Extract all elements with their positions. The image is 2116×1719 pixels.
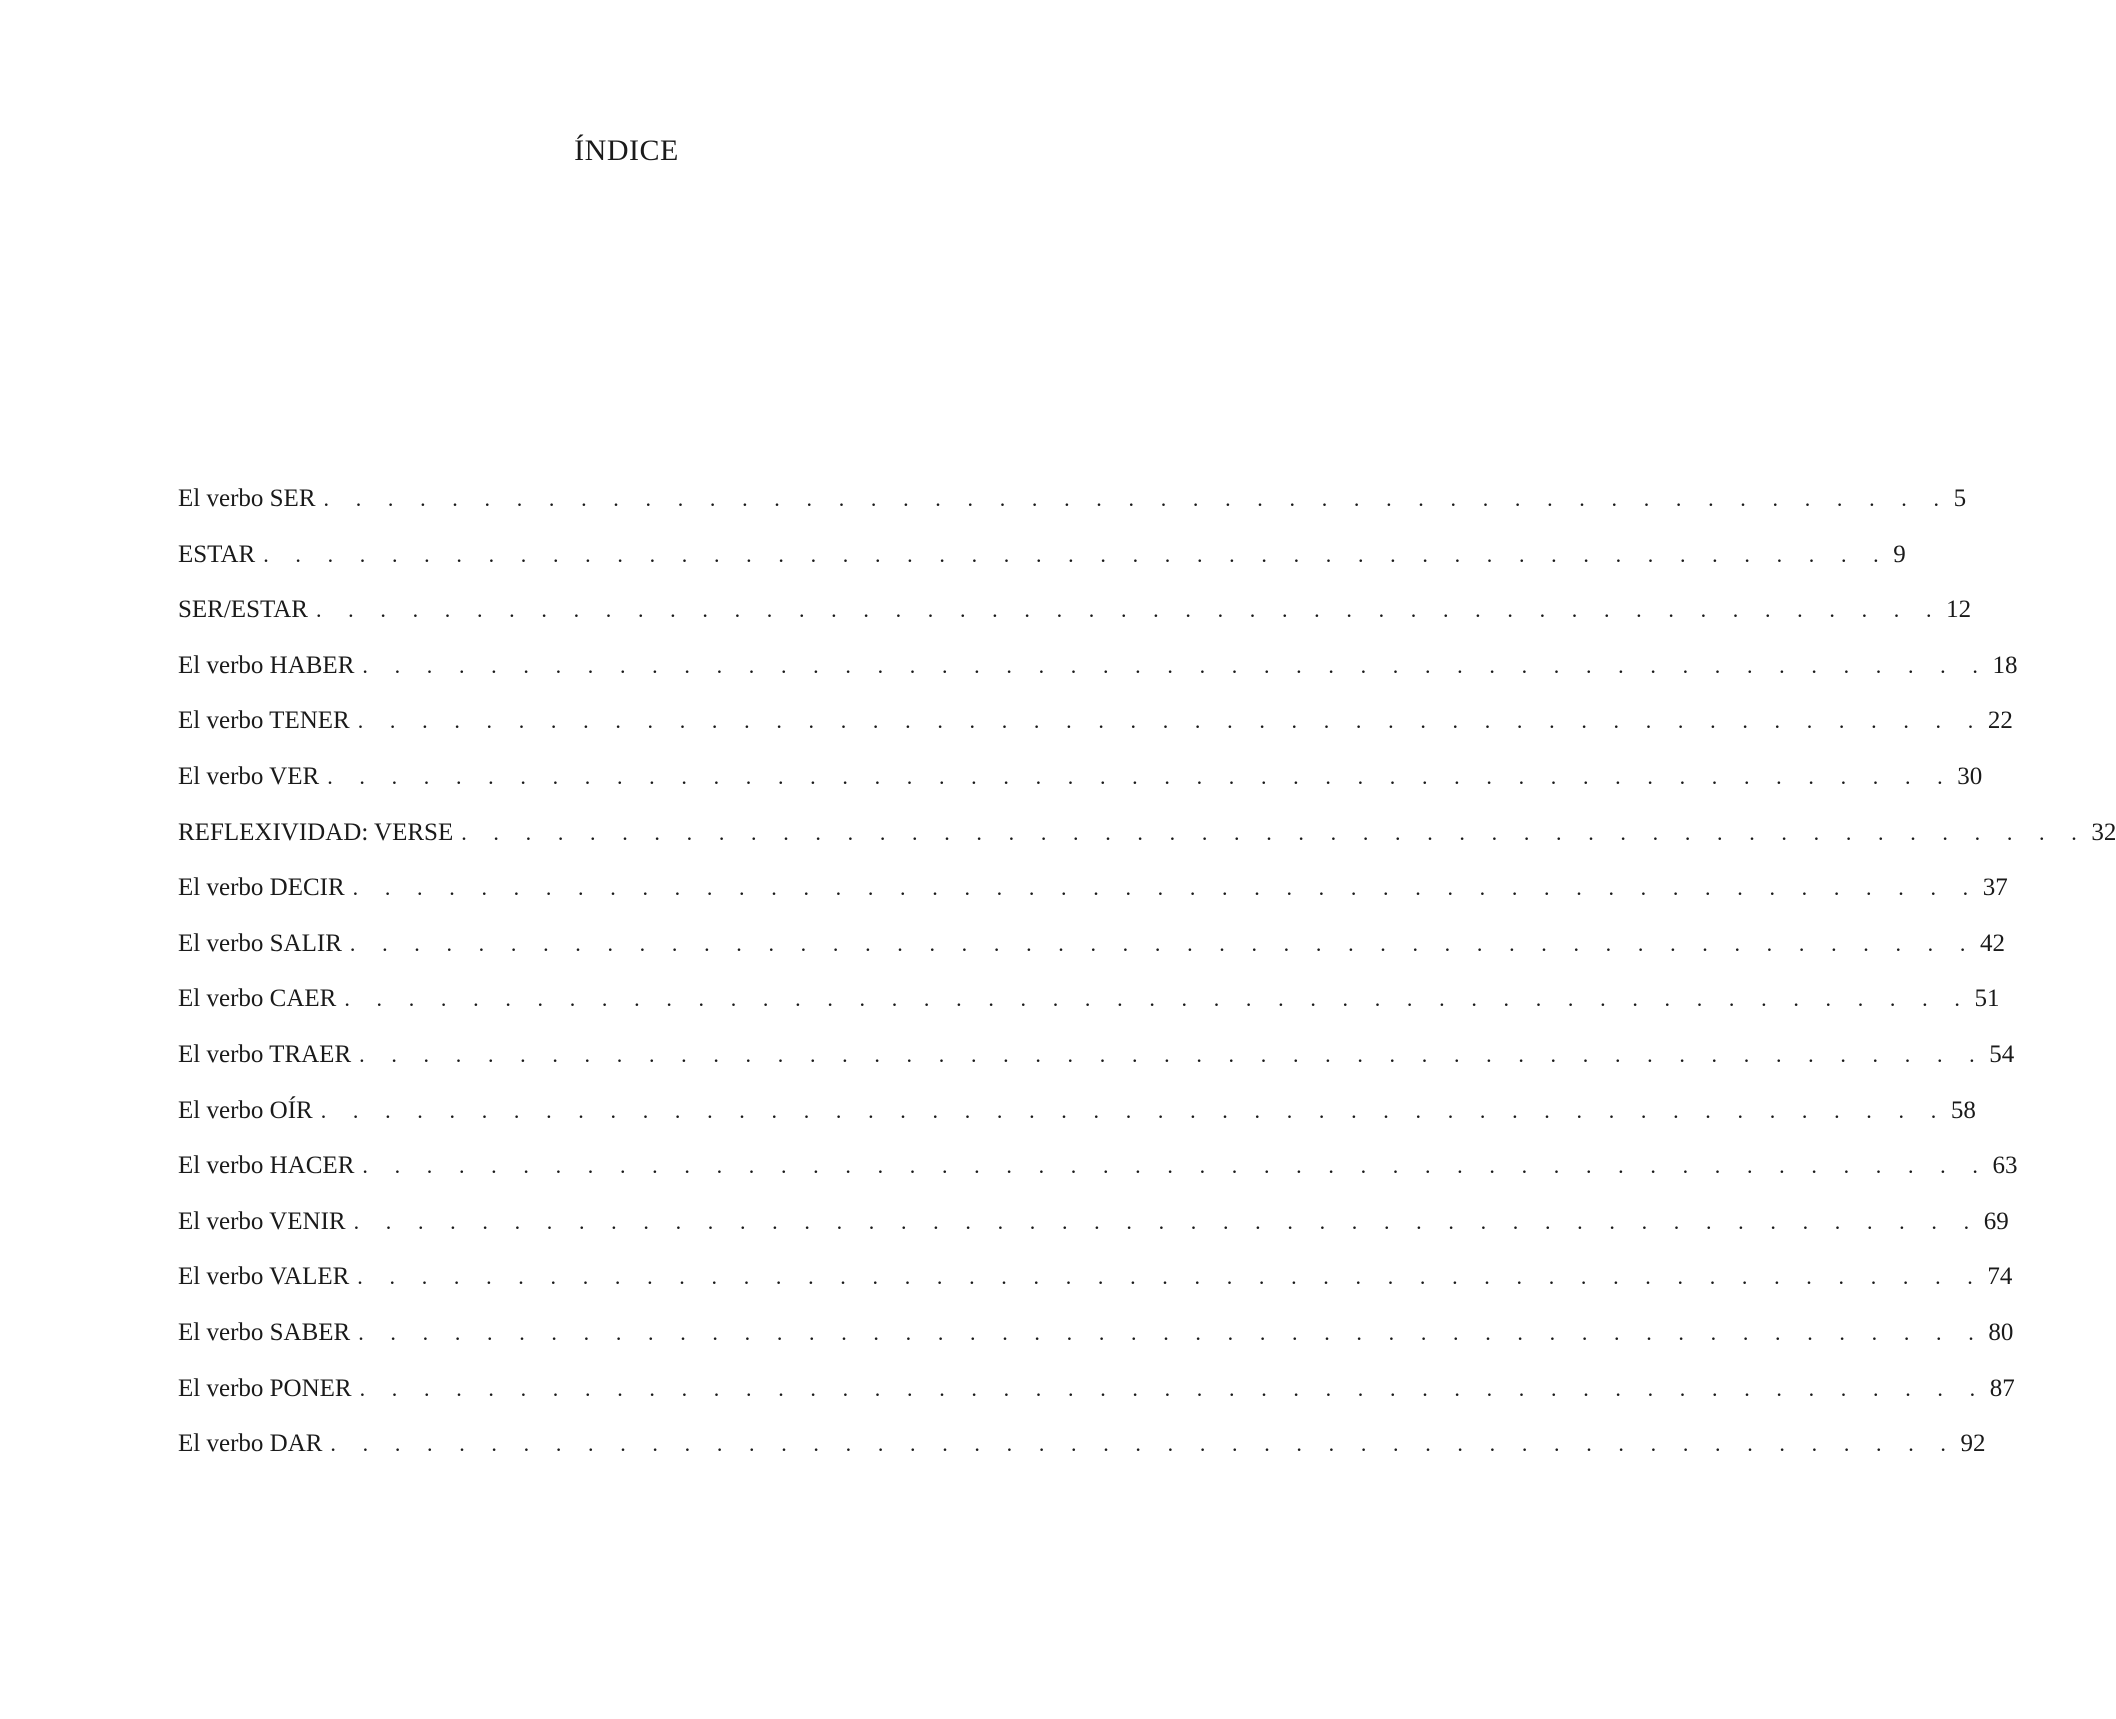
toc-entry	[178, 535, 1906, 591]
toc-entry	[178, 1146, 2018, 1202]
toc-entry-page: 22	[1987, 707, 2013, 735]
toc-entry	[178, 979, 2000, 1035]
toc-entry-label: El verbo VALER	[178, 1263, 350, 1291]
dot-leader: . . . . . . . . . . . . . . . . . . . . . . . . . . . . . . . . . . . . . . . . . . . . . . . . . . .	[323, 486, 1950, 511]
toc-entry-label: El verbo SER	[178, 485, 316, 512]
toc-entry	[178, 1424, 1986, 1480]
toc-entry-page: 30	[1957, 762, 1983, 790]
toc-entry-page: 51	[1974, 985, 2000, 1013]
toc-entry-page: 74	[1987, 1263, 2013, 1291]
toc-entry-label: El verbo SALIR	[178, 929, 342, 957]
dot-leader: . . . . . . . . . . . . . . . . . . . . . . . . . . . . . . . . . . . . . . . . . . . . . . . . . . .	[352, 875, 1979, 901]
toc-entry-label: El verbo DECIR	[178, 874, 345, 902]
toc-entry-label: El verbo VER	[178, 762, 320, 790]
toc-entry	[178, 1091, 1976, 1147]
dot-leader: . . . . . . . . . . . . . . . . . . . . . . . . . . . . . . . . . . . . . . . . . . . . . . . . . . .	[358, 1319, 1985, 1345]
toc-entry	[178, 813, 2116, 869]
toc-entry	[178, 590, 1972, 646]
toc-entry-label: ESTAR	[178, 540, 256, 568]
toc-entry	[178, 479, 1967, 535]
toc-entry	[178, 757, 1983, 813]
dot-leader: . . . . . . . . . . . . . . . . . . . . . . . . . . . . . . . . . . . . . . . . . . . . . . . . . . .	[320, 1097, 1947, 1123]
toc-entry-page: 32	[2091, 818, 2116, 846]
toc-entry-label: El verbo TENER	[178, 707, 350, 735]
toc-entry	[178, 1202, 2009, 1258]
toc-entry-page: 63	[1992, 1152, 2018, 1180]
dot-leader: . . . . . . . . . . . . . . . . . . . . . . . . . . . . . . . . . . . . . . . . . . . . . . . . . . .	[315, 597, 1943, 623]
dot-leader: . . . . . . . . . . . . . . . . . . . . . . . . . . . . . . . . . . . . . . . . . . . . . . . . . . .	[362, 1153, 1989, 1179]
dot-leader: . . . . . . . . . . . . . . . . . . . . . . . . . . . . . . . . . . . . . . . . . . . . . . . . . . .	[357, 708, 1984, 734]
toc-entry	[178, 924, 2005, 980]
toc-entry-page: 54	[1989, 1040, 2015, 1068]
toc-entry	[178, 1257, 2013, 1313]
toc-entry	[178, 701, 2013, 757]
toc-entry-page: 9	[1893, 540, 1906, 568]
dot-leader: . . . . . . . . . . . . . . . . . . . . . . . . . . . . . . . . . . . . . . . . . . . . . . . . . . .	[357, 1264, 1984, 1290]
toc-entry-label: El verbo TRAER	[178, 1040, 352, 1068]
toc-entry-page: 42	[1979, 929, 2005, 957]
toc-entry-label: El verbo OÍR	[178, 1096, 313, 1124]
toc-entry-label: El verbo HABER	[178, 651, 355, 679]
toc-entry-label: El verbo DAR	[178, 1430, 323, 1458]
toc-entry-label: El verbo VENIR	[178, 1207, 346, 1235]
table-of-contents	[178, 479, 2116, 1480]
toc-entry-label: REFLEXIVIDAD: VERSE	[178, 818, 454, 846]
dot-leader: . . . . . . . . . . . . . . . . . . . . . . . . . . . . . . . . . . . . . . . . . . . . . . . . . . .	[263, 541, 1890, 567]
toc-entry-label: El verbo CAER	[178, 985, 337, 1013]
toc-entry-page: 87	[1989, 1374, 2015, 1402]
toc-entry-page: 58	[1950, 1096, 1976, 1124]
dot-leader: . . . . . . . . . . . . . . . . . . . . . . . . . . . . . . . . . . . . . . . . . . . . . . . . . . .	[461, 819, 2088, 845]
toc-entry-page: 18	[1992, 651, 2018, 679]
toc-entry-label: El verbo SABER	[178, 1318, 351, 1346]
toc-entry-label: El verbo PONER	[178, 1374, 352, 1402]
dot-leader: . . . . . . . . . . . . . . . . . . . . . . . . . . . . . . . . . . . . . . . . . . . . . . . . . . .	[327, 763, 1954, 789]
dot-leader: . . . . . . . . . . . . . . . . . . . . . . . . . . . . . . . . . . . . . . . . . . . . . . . . . . .	[349, 930, 1976, 956]
dot-leader: . . . . . . . . . . . . . . . . . . . . . . . . . . . . . . . . . . . . . . . . . . . . . . . . . . .	[330, 1431, 1957, 1457]
dot-leader: . . . . . . . . . . . . . . . . . . . . . . . . . . . . . . . . . . . . . . . . . . . . . . . . . . .	[344, 986, 1971, 1012]
toc-entry-page: 80	[1988, 1318, 2014, 1346]
toc-entry-label: El verbo HACER	[178, 1152, 355, 1180]
dot-leader: . . . . . . . . . . . . . . . . . . . . . . . . . . . . . . . . . . . . . . . . . . . . . . . . . . .	[359, 1041, 1986, 1067]
toc-entry	[178, 646, 2018, 702]
toc-entry	[178, 1369, 2015, 1425]
toc-entry	[178, 868, 2008, 924]
toc-entry-page: 5	[1953, 485, 1967, 512]
dot-leader: . . . . . . . . . . . . . . . . . . . . . . . . . . . . . . . . . . . . . . . . . . . . . . . . . . .	[353, 1208, 1980, 1234]
toc-entry-page: 92	[1960, 1430, 1986, 1458]
dot-leader: . . . . . . . . . . . . . . . . . . . . . . . . . . . . . . . . . . . . . . . . . . . . . . . . . . .	[359, 1375, 1986, 1401]
page-title: ÍNDICE	[574, 134, 679, 167]
dot-leader: . . . . . . . . . . . . . . . . . . . . . . . . . . . . . . . . . . . . . . . . . . . . . . . . . . .	[362, 652, 1989, 678]
toc-entry-page: 69	[1983, 1207, 2009, 1235]
toc-entry	[178, 1313, 2014, 1369]
toc-entry-label: SER/ESTAR	[178, 596, 308, 624]
toc-entry	[178, 1035, 2015, 1091]
toc-entry-page: 37	[1982, 874, 2008, 902]
toc-entry-page: 12	[1946, 596, 1972, 624]
